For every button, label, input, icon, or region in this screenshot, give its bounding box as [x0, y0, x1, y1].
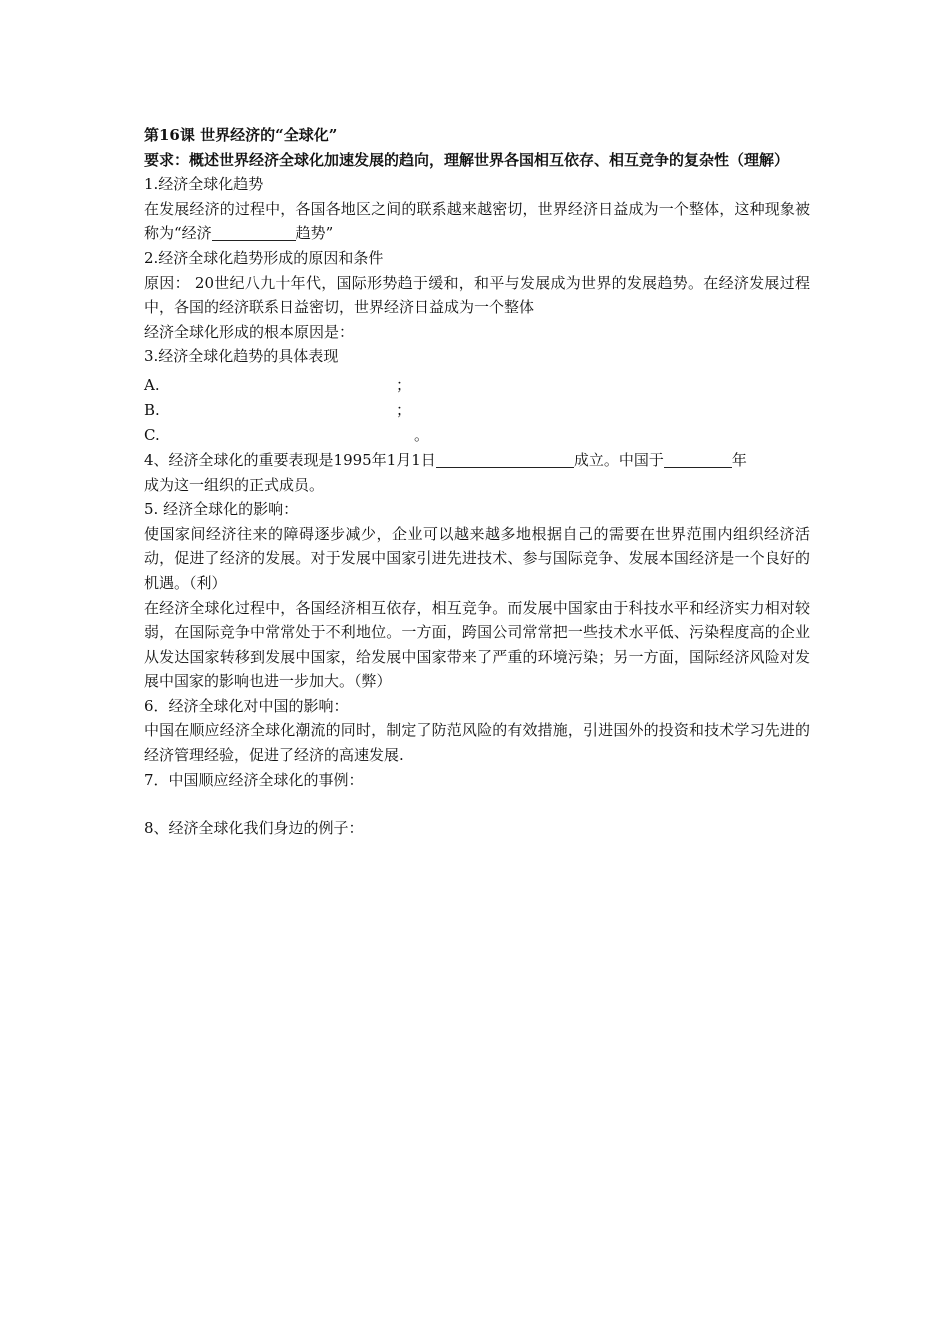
manifestation-b-semicolon: ；: [396, 400, 412, 419]
fill-blank-organization[interactable]: [436, 451, 574, 468]
section-1-text-end: 趋势”: [295, 224, 334, 243]
section-4-text-mid: 成立。中国于: [573, 450, 664, 469]
section-6-heading: 6．经济全球化对中国的影响：: [144, 696, 349, 715]
section-4-line: [144, 448, 810, 473]
fill-blank-year[interactable]: [664, 451, 732, 468]
lesson-title: 第16课 世界经济的“全球化”: [144, 126, 338, 144]
manifestation-c-period: 。: [414, 425, 430, 444]
manifestation-b-label: B.: [144, 400, 160, 419]
section-2-reason: 原因： 20世纪八九十年代，国际形势趋于缓和，和平与发展成为世界的发展趋势。在经济发展过程中，各国的经济联系日益密切，世界经济日益成为一个整体: [144, 273, 810, 317]
manifestation-a-row[interactable]: [144, 373, 810, 398]
section-4-line-2: 成为这一组织的正式成员。: [144, 475, 325, 494]
section-4-text-start: 4、经济全球化的重要表现是1995年1月1日: [144, 450, 436, 469]
worksheet-body: [144, 123, 810, 841]
manifestation-b-row[interactable]: [144, 398, 810, 423]
manifestation-a-label: A.: [144, 375, 160, 394]
section-1-text: [144, 197, 810, 246]
section-4-text-end: 年: [731, 450, 747, 469]
lesson-requirement: 要求：概述世界经济全球化加速发展的趋向，理解世界各国相互依存、相互竞争的复杂性（理解）: [144, 150, 790, 169]
section-2-root-cause: 经济全球化形成的根本原因是：: [144, 322, 355, 341]
manifestation-c-label: C.: [144, 425, 160, 444]
section-2-heading: 2.经济全球化趋势形成的原因和条件: [144, 248, 384, 267]
manifestation-a-semicolon: ；: [396, 375, 412, 394]
manifestation-c-row[interactable]: [144, 423, 810, 448]
section-8-heading: 8、经济全球化我们身边的例子：: [144, 819, 364, 838]
section-3-heading: 3.经济全球化趋势的具体表现: [144, 347, 339, 366]
section-5-disadvantages: 在经济全球化过程中，各国经济相互依存，相互竞争。而发展中国家由于科技水平和经济实力相对较弱，在国际竞争中常常处于不利地位。一方面，跨国公司常常把一些技术水平低、污染程度高的企业从发达国家转移到发展中国家，给发展中国家带来了严重的环境污染；另一方面，国际经济风险对发展中国家的影响也进一步加大。（弊）: [144, 598, 810, 691]
section-7-answer-space[interactable]: [144, 792, 810, 816]
section-1-heading: 1.经济全球化趋势: [144, 175, 264, 194]
section-5-heading: 5. 经济全球化的影响：: [144, 500, 299, 519]
section-1-text-start: 在发展经济的过程中，各国各地区之间的联系越来越密切，世界经济日益成为一个整体，这种现象被称为“经济: [144, 199, 810, 243]
fill-blank-economy[interactable]: [212, 224, 296, 241]
section-6-text: 中国在顺应经济全球化潮流的同时，制定了防范风险的有效措施，引进国外的投资和技术学习先进的经济管理经验，促进了经济的高速发展.: [144, 721, 810, 765]
section-5-advantages: 使国家间经济往来的障碍逐步减少，企业可以越来越多地根据自己的需要在世界范围内组织经济活动，促进了经济的发展。对于发展中国家引进先进技术、参与国际竞争、发展本国经济是一个良好的机遇。（利）: [144, 524, 810, 592]
section-7-heading: 7．中国顺应经济全球化的事例：: [144, 770, 364, 789]
